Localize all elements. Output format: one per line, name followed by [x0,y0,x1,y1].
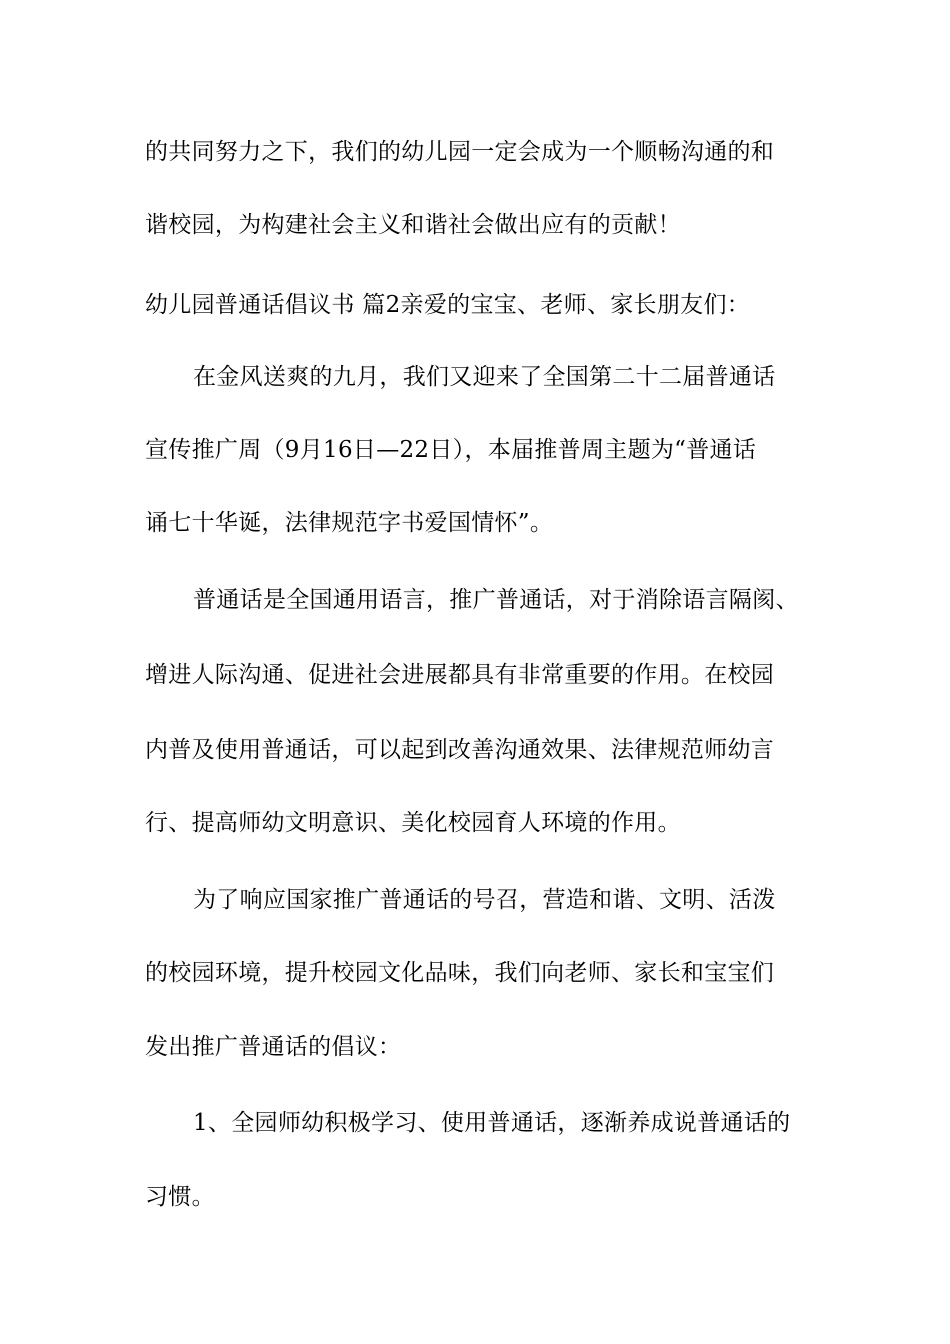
text-line-13: 发出推广普通话的倡议： [145,1034,402,1060]
text-line-2: 谐校园，为构建社会主义和谐社会做出应有的贡献！ [145,212,681,238]
text-line-8: 增进人际沟通、促进社会进展都具有非常重要的作用。在校园 [145,662,775,688]
text-line-12: 的校园环境，提升校园文化品味，我们向老师、家长和宝宝们 [145,960,775,986]
text-line-1: 的共同努力之下，我们的幼儿园一定会成为一个顺畅沟通的和 [145,139,775,165]
text-line-7: 普通话是全国通用语言，推广普通话，对于消除语言隔阂、 [193,587,799,613]
text-line-15: 习惯。 [145,1184,215,1210]
section-heading: 幼儿园普通话倡议书 篇2亲爱的宝宝、老师、家长朋友们： [145,292,751,318]
text-line-10: 行、提高师幼文明意识、美化校园育人环境的作用。 [145,810,681,836]
text-line-4: 在金风送爽的九月，我们又迎来了全国第二十二届普通话 [193,364,776,390]
text-line-11: 为了响应国家推广普通话的号召，营造和谐、文明、活泼 [193,887,776,913]
list-item-1: 1、全园师幼积极学习、使用普通话，逐渐养成说普通话的 [193,1110,791,1136]
text-line-6: 诵七十华诞，法律规范字书爱国情怀”。 [145,510,554,536]
text-line-9: 内普及使用普通话，可以起到改善沟通效果、法律规范师幼言 [145,737,775,763]
text-line-5: 宣传推广周（9月16日—22日），本届推普周主题为“普通话 [145,437,757,463]
